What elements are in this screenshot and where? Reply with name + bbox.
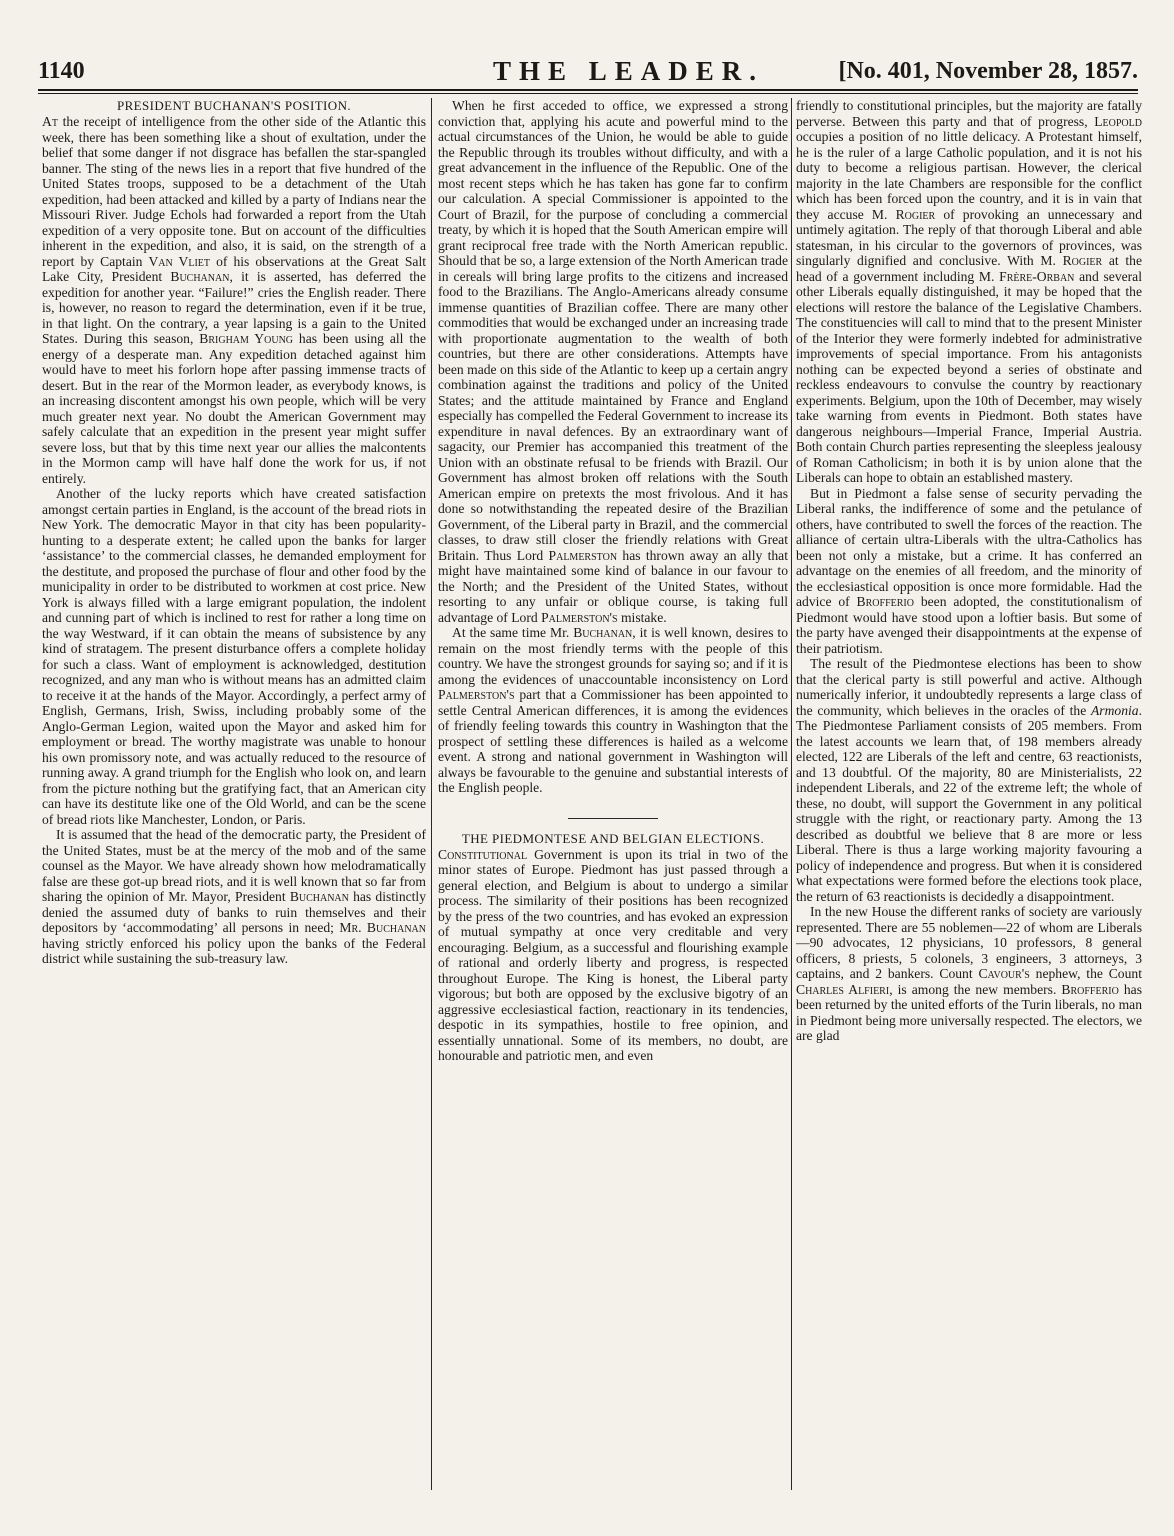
paragraph [438,98,788,625]
text: at the head of a government including M. [796,253,1142,284]
text: Government is upon its trial in two of the minor states of Europe. Piedmont has just passed through a general election, and Belgium is about to undergo a similar process. The similarity of their positions has been recognized by the press of the two countries, and has evoked an expression of mutual sympathy at once very creditable and very encouraging. Belgium, as a successful and flourishing example of rational and orderly liberty and progress, is respected throughout Europe. The King is honest, the Liberal party vigorous; but both are opposed by the exclusive bigotry of an aggressive ecclesiastical faction, reactionary in its tendencies, despotic in its sympathies, hostile to free opinion, and essentially unnational. Some of its members, no doubt, are honourable and patriotic men, and even [438,846,788,1063]
article-heading-buchanan: PRESIDENT BUCHANAN'S POSITION. [116,98,352,113]
paragraph [796,486,1142,657]
paragraph [42,827,426,967]
text: has been using all the energy of a desperate man. Any expedition detached against him would have to meet his forlorn hope after passing immense tracts of desert. But in the rear of the Mormon leader, as everybody knows, is an increasing discontent amongst his own people, which will be very much greater next year. No doubt the American Government may safely calculate that an expedition in the present year might suffer severe loss, but that by this time next year our allies the malcontents in the Mormon camp will have half done the work for us, if not entirely. [42,331,426,486]
paragraph [796,656,1142,904]
paragraph [796,904,1142,1044]
lead-word: At [42,114,58,129]
name: Palmerston [548,547,618,563]
name: Buchanan [573,625,633,640]
text: , it is asserted, has deferred the expedition for another year. “Failure!” cries the English reader. There is, however, no reason to regard the determination, even if it be true, in that light. On the contrary, a year lapsing is a gain to the United States. During this season, [42,269,426,346]
name: Brigham Young [199,331,294,346]
text: The result of the Piedmontese elections has been to show that the clerical party is still powerful and active. Although numerically inferior, it undoubtedly represents a large class of the community, which believes in the oracles of the [796,656,1142,718]
name: Palmerston's [541,609,618,625]
text: , is among the new members. [889,981,1057,997]
paragraph [796,98,1142,486]
name: Charles Alfieri [796,981,890,997]
page-number: 1140 [38,58,85,84]
article-heading-elections: THE PIEDMONTESE AND BELGIAN ELECTIONS. [461,830,765,846]
header-rule-thin [38,93,1138,94]
column-divider [791,98,792,1490]
name: Leopold [1094,113,1142,129]
paragraph [438,847,788,1064]
text: and several other Liberals equally distinguished, it may be hoped that the elections will restore the balance of the Legislative Chambers. The constituencies will call to mind that to the present Minister of the Interior they were formerly indebted for administrative improvements of special importance. From his antagonists nothing can be expected beyond a series of obstinate and reckless endeavours to convulse the country by reactionary experiments. Belgium, upon the 10th of December, may wisely take warning from events in Piedmont. Both states have dangerous neighbours—Imperial France, Imperial Austria. Both contain Church parties representing the sleepless jealousy of Roman Catholicism; in both it is by union alone that the Liberals can hope to obtain an established mastery. [796,268,1142,485]
text: having strictly enforced his policy upon the banks of the Federal district while sustaining the sub-treasury law. [42,935,426,966]
italic-title: Armonia [1091,702,1139,718]
paragraph [42,114,426,486]
text: . The Piedmontese Parliament consists of 205 members. From the latest accounts we learn that, of 198 members already elected, 122 are Liberals of the left and centre, 63 reactionists, and 13 doubtful. Of the majority, 80 are Ministerialists, 22 independent Liberals, and 22 of the extreme left; the whole of these, no doubt, will support the Government in any political struggle with the right, or reactionary party. Among the 13 described as doubtful we believe that 8 are more or less Liberal. There is thus a large working majority favouring a policy of independence and progress. But when it is considered what expectations were formed before the elections took place, the return of 63 reactionists is decidedly a disappointment. [796,702,1142,904]
name: Brofferio [1061,981,1119,997]
text: mistake. [620,609,667,625]
issue-date: [No. 401, November 28, 1857. [838,58,1138,84]
text: In the new House the different ranks of society are variously represented. There are 55 noblemen—22 of whom are Liberals—90 advocates, 12 physicians, 10 professors, 8 general officers, 8 priests, 5 colonels, 3 engineers, 3 attorneys, 3 captains, and 2 bankers. Count [796,904,1142,981]
column-3 [796,98,1142,1044]
text: , it is well known, desires to remain on the most friendly terms with the people of this country. We have the strongest grounds for saying so; and if it is among the evidences of unaccountable inconsistency on Lord [438,625,788,687]
name: Mr. Buchanan [339,920,426,935]
text: occupies a position of no little delicacy. A Protestant himself, he is the ruler of a large Catholic population, and it is not his duty to become a religious partisan. However, the clerical majority in the late Chambers are responsible for the conflict which has been forced upon the country, and it is in vain that they accuse M. [796,129,1142,222]
text: of his observations at the Great Salt Lake City, President [42,253,426,284]
text: part that a Commissioner has been appointed to settle Central American differences, it is among the evidences of friendly feeling towards this country in Washington that the prospect of settling these differences is hailed as a welcome event. A strong and national government in Washington will always be favourable to the genuine and substantial interests of the English people. [438,687,788,795]
text: nephew, the Count [1035,966,1142,981]
header-rule [38,89,1138,91]
text: has thrown away an ally that might have maintained some kind of balance in our favour to the North; and the President of the United States, without resorting to any unfair or oblique course, is taking full advantage of Lord [438,547,788,625]
text: the receipt of intelligence from the other side of the Atlantic this week, there has been something like a shout of exultation, under the belief that some danger if not disgrace has befallen the star-spangled banner. The sting of the news lies in a report that five hundred of the United States troops, supposed to be a detachment of the Utah expedition, had been attacked and killed by a party of Indians near the Missouri River. Judge Echols had forwarded a report from the Utah expedition of a very opposite tone. But on account of the difficulties inherent in the expedition, and also, it is said, on the strength of a report by Captain [42,114,427,269]
name: Palmerston's [438,687,515,702]
name: Buchanan [289,889,349,904]
name: Brofferio [856,594,914,609]
text: has been returned by the united efforts of the Turin liberals, no man in Piedmont being more universally respected. The electors, we are glad [796,981,1142,1043]
text: But in Piedmont a false sense of security pervading the Liberal ranks, the indifference of some and the petulance of others, have contributed to swell the forces of the reaction. The alliance of certain ultra-Liberals with the ultra-Catholics has been not only a mistake, but a crime. It has conferred an advantage on the enemies of all freedom, and the minority of the ecclesiastical opposition is once more formidable. Had the advice of [796,485,1142,609]
name: Buchanan [170,269,230,284]
text: of provoking an unnecessary and untimely agitation. The reply of that thorough Liberal and able statesman, in his circular to the governors of provinces, was singularly dignified and conclusive. With M. [796,206,1143,268]
column-2 [438,98,788,1064]
lead-word: Constitutional [438,846,528,862]
name: Rogier [895,206,936,222]
newspaper-title: THE LEADER. [493,56,765,86]
text: It is assumed that the head of the democratic party, the President of the United States, must be at the mercy of the mob and of the same counsel as the Mayor. We have already shown how melodramatically false are these got-up bread riots, and it is well known that so far from sharing the opinion of Mr. Mayor, President [42,827,426,904]
section-separator [568,818,658,819]
text: has distinctly denied the assumed duty of banks to ruin themselves and their depositors by ‘accommodating’ all persons in need; [42,889,427,935]
name: Frère-Orban [999,268,1075,284]
column-divider [431,98,432,1490]
paragraph [438,625,788,796]
text: friendly to constitutional principles, but the majority are fatally perverse. Between this party and that of progress, [796,98,1142,129]
name: Rogier [1062,253,1103,268]
name: Van Vliet [148,253,211,269]
text: At the same time Mr. [452,625,570,640]
name: Cavour's [978,966,1030,981]
text: When he first acceded to office, we expressed a strong conviction that, applying his acute and powerful mind to the actual circumstances of the Union, he would be able to guide the Republic through its troubles without difficulty, and with a great advancement in the influence of the Republic. One of the most recent steps which he has taken has gone far to confirm our calculation. A special Commissioner is appointed to the Court of Brazil, for the purpose of concluding a commercial treaty, by which it is hoped that the South American empire will grant reciprocal free trade with the North American republic. Should that be so, a large extension of the North American trade in cereals will bring large profits to the citizens and increased food to the Brazilians. The Anglo-Americans already consume immense quantities of Brazilian coffee. There are many other commodities that would be exchanged under an increasing trade with proportionate augmentation to the wealth of both countries, but there are other considerations. Attempts have been made on this side of the Atlantic to keep up a certain angry combination against the traditions and policy of the United States; and the attitude maintained by France and England especially has compelled the Federal Government to increase its expenditure in naval defences. By an extraordinary want of sagacity, our Premier has accompanied this treatment of the Union with an obstinate refusal to be friends with Brazil. Our Government has almost broken off relations with the South American empire on pretexts the most frivolous. And it has done so notwithstanding the repeated desire of the Brazilian Government, of the Liberal party in Brazil, and the commercial classes, to draw still closer the friendly relations with Great Britain. Thus Lord [438,98,788,563]
text: been adopted, the constitutionalism of Piedmont would have stood upon a loftier basis. But some of the party have avenged their disappointments at the expense of their patriotism. [796,594,1142,656]
column-1 [42,98,426,967]
masthead [38,56,1138,88]
paragraph: Another of the lucky reports which have created satisfaction amongst certain parties in England, is the account of the bread riots in New York. The democratic Mayor in that city has been popularity-hunting to a desperate extent; he called upon the banks for larger ‘assistance’ to the commercial classes, he demanded employment for the destitute, and proposed the purchase of flour and other food by the municipality in order to be distributed to workmen at cost price. New York is always filled with a large emigrant population, the indolent and cunning part of which is inclined to rest for rather a long time on the way Westward, if it can obtain the means of subsistence by any kind of stratagem. The present disturbance offers a complete holiday for such a class. Want of employment is acknowledged, destitution recognized, and any man who is without means has an admitted claim to receive it at the hands of the Mayor. Accordingly, a perfect army of English, Germans, Irish, Swiss, including probably some of the Anglo-German Legion, waited upon the Mayor and asked him for employment or bread. The worthy magistrate was unable to honour his own promissory note, and was actually reduced to the resource of running away. A grand triumph for the English who look on, and learn from the picture nothing but the gratifying fact, that an American city can have its destitute like one of the Old World, and can be the scene of bread riots like Manchester, London, or Paris. [42,486,426,827]
